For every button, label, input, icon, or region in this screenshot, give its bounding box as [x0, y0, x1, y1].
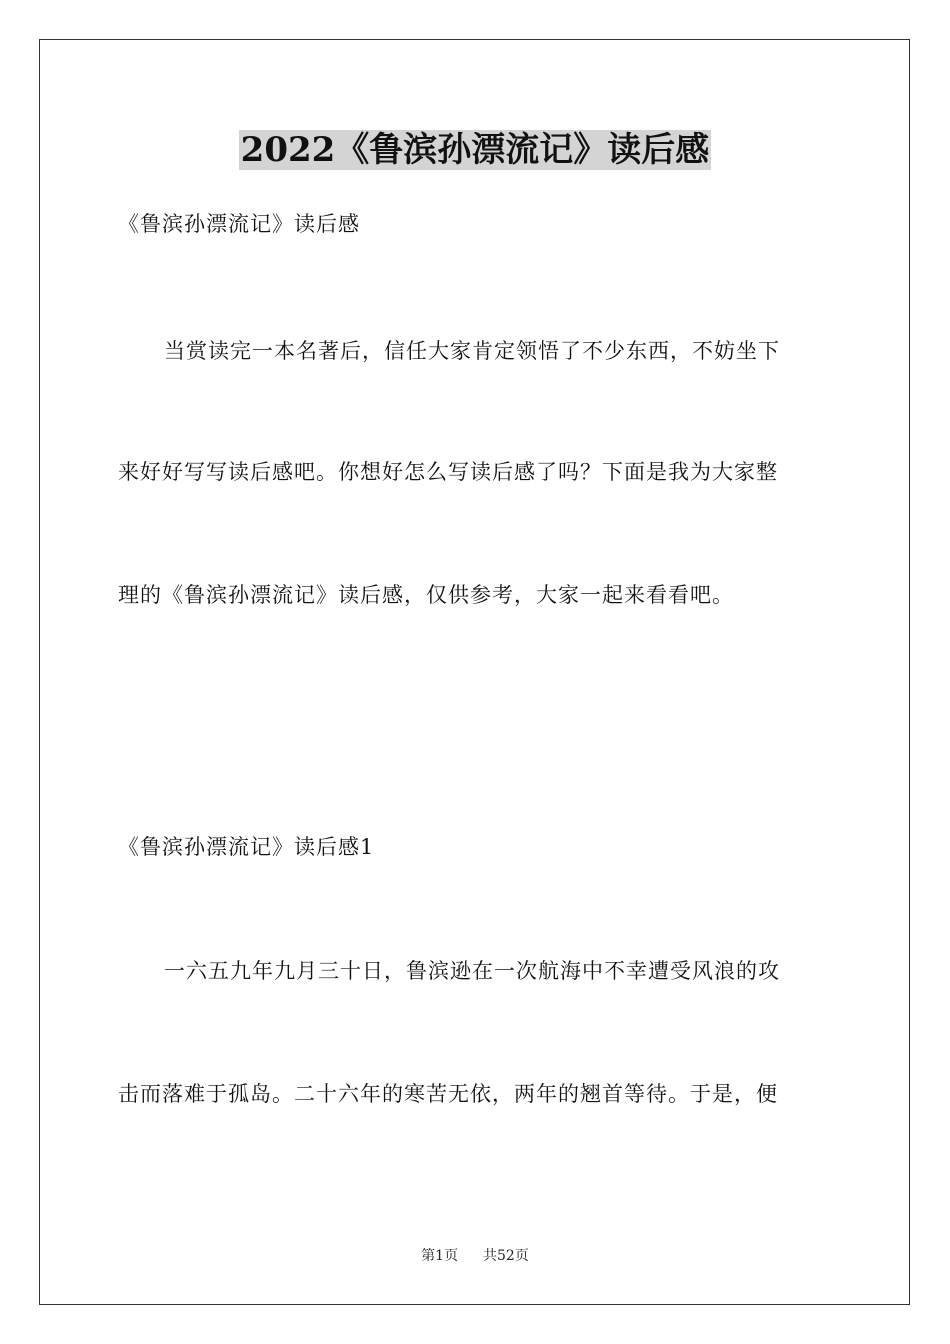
page-footer: [0, 1246, 950, 1266]
paragraph-line: 击而落难于孤岛。二十六年的寒苦无依，两年的翘首等待。于是，便: [118, 1082, 778, 1106]
section-heading: 《鲁滨孙漂流记》读后感1: [118, 835, 375, 859]
document-title: [0, 126, 950, 174]
paragraph-line: 当赏读完一本名著后，信任大家肯定领悟了不少东西，不妨坐下: [164, 339, 780, 363]
paragraph-line: 理的《鲁滨孙漂流记》读后感，仅供参考，大家一起来看看吧。: [118, 583, 734, 607]
document-title-text: 2022《鲁滨孙漂流记》读后感: [240, 130, 710, 170]
paragraph-line: 来好好写写读后感吧。你想好怎么写读后感了吗？下面是我为大家整: [118, 460, 778, 484]
page-number: 第1页: [421, 1248, 459, 1264]
subtitle-line: 《鲁滨孙漂流记》读后感: [118, 212, 360, 236]
page-total: 共52页: [483, 1248, 529, 1264]
paragraph-line: 一六五九年九月三十日，鲁滨逊在一次航海中不幸遭受风浪的攻: [164, 959, 780, 983]
